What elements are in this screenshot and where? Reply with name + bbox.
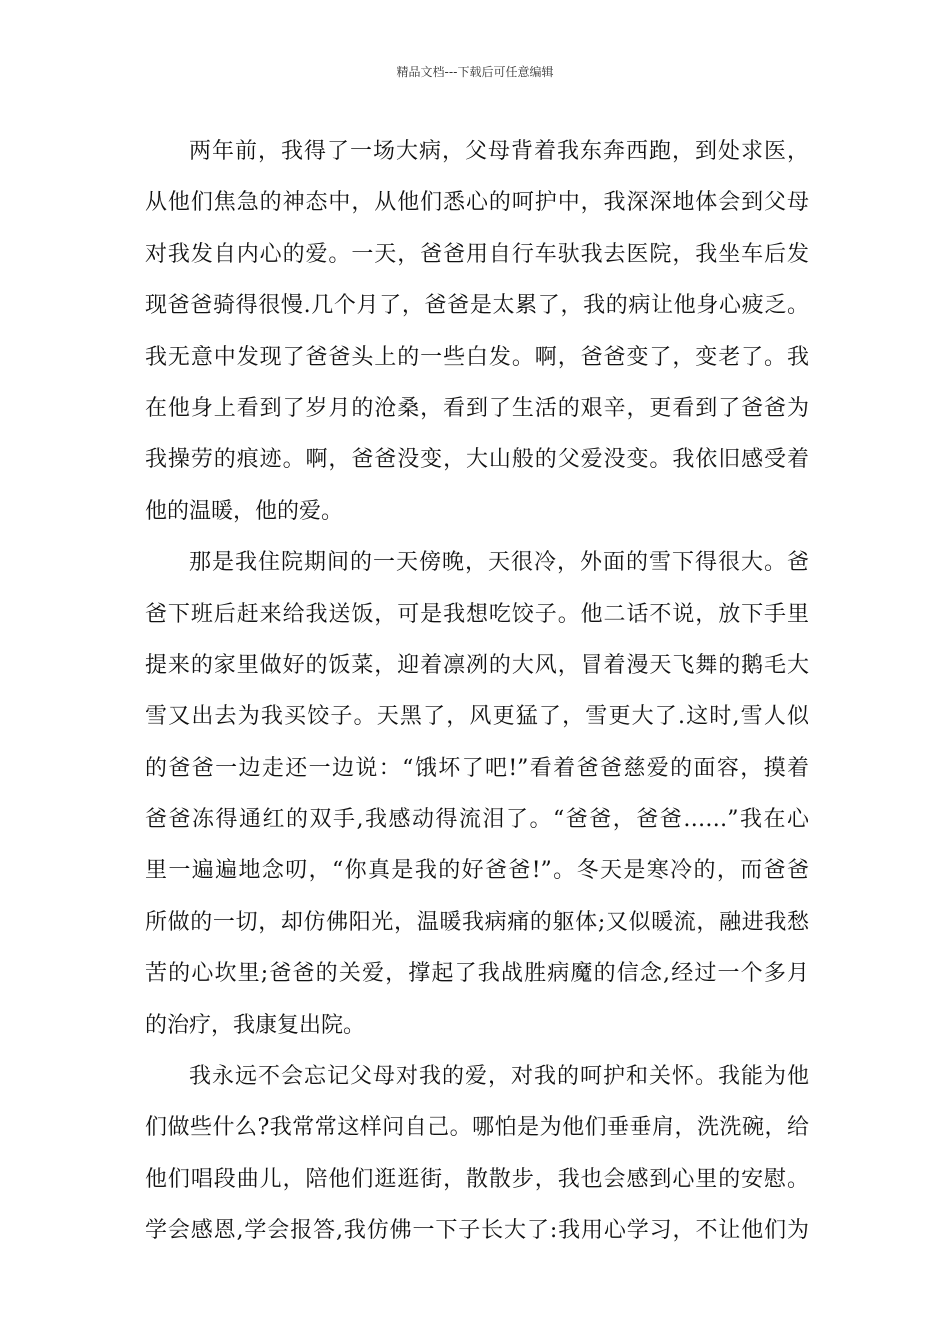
- paragraph-line: 爸爸冻得通红的双手,我感动得流泪了。“爸爸，爸爸……”我在心: [145, 807, 809, 833]
- paragraph-line: 里一遍遍地念叨，“你真是我的好爸爸!”。冬天是寒冷的，而爸爸: [145, 858, 809, 884]
- paragraph-line: 所做的一切，却仿佛阳光，温暖我病痛的躯体;又似暖流，融进我愁: [145, 909, 809, 935]
- paragraph-2: [145, 537, 809, 1051]
- paragraph-line: 我操劳的痕迹。啊，爸爸没变，大山般的父爱没变。我依旧感受着: [145, 447, 809, 473]
- body-text: [145, 126, 809, 1257]
- page-header: 精品文档---下载后可任意编辑: [396, 65, 554, 79]
- paragraph-3: [145, 1051, 809, 1257]
- paragraph-1: [145, 126, 809, 537]
- paragraph-line: 我永远不会忘记父母对我的爱，对我的呵护和关怀。我能为他: [189, 1064, 809, 1090]
- paragraph-line: 们做些什么?我常常这样问自己。哪怕是为他们垂垂肩，洗洗碗，给: [145, 1115, 809, 1141]
- paragraph-line: 两年前，我得了一场大病，父母背着我东奔西跑，到处求医，: [189, 139, 809, 164]
- paragraph-line: 的爸爸一边走还一边说：“饿坏了吧!”看着爸爸慈爱的面容，摸着: [145, 755, 809, 781]
- paragraph-line: 在他身上看到了岁月的沧桑，看到了生活的艰辛，更看到了爸爸为: [145, 395, 809, 421]
- paragraph-line: 我无意中发现了爸爸头上的一些白发。啊，爸爸变了，变老了。我: [145, 344, 809, 370]
- paragraph-line: 从他们焦急的神态中，从他们悉心的呵护中，我深深地体会到父母: [145, 190, 809, 216]
- paragraph-line: 那是我住院期间的一天傍晚，天很冷，外面的雪下得很大。爸: [189, 550, 809, 576]
- paragraph-line: 的治疗，我康复出院。: [145, 1012, 366, 1038]
- paragraph-line: 他们唱段曲儿，陪他们逛逛街，散散步，我也会感到心里的安慰。: [145, 1166, 809, 1192]
- paragraph-line: 雪又出去为我买饺子。天黑了，风更猛了，雪更大了.这时,雪人似: [145, 704, 809, 730]
- paragraph-line: 爸下班后赶来给我送饭，可是我想吃饺子。他二话不说，放下手里: [145, 601, 809, 627]
- paragraph-line: 苦的心坎里;爸爸的关爱，撑起了我战胜病魔的信念,经过一个多月: [145, 961, 809, 987]
- paragraph-line: 提来的家里做好的饭菜，迎着凛冽的大风，冒着漫天飞舞的鹅毛大: [145, 652, 809, 678]
- paragraph-line: 现爸爸骑得很慢.几个月了，爸爸是太累了，我的病让他身心疲乏。: [145, 293, 809, 319]
- paragraph-line: 对我发自内心的爱。一天，爸爸用自行车驮我去医院，我坐车后发: [145, 241, 809, 267]
- paragraph-line: 学会感恩,学会报答,我仿佛一下子长大了:我用心学习，不让他们为: [145, 1218, 809, 1244]
- paragraph-line: 他的温暖，他的爱。: [145, 498, 344, 524]
